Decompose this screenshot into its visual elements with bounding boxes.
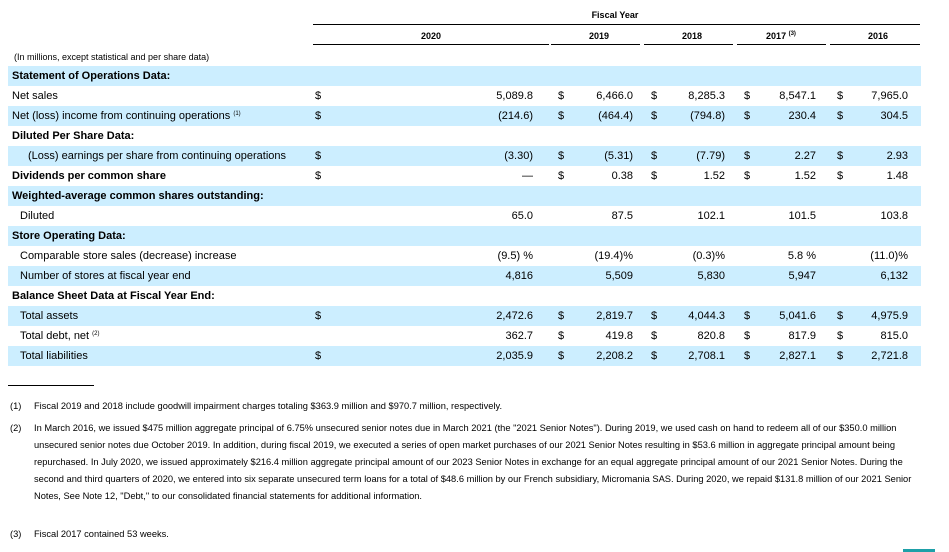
- row-label-text: Statement of Operations Data:: [12, 70, 171, 82]
- cell-value-2018: (7.79): [696, 150, 725, 162]
- section-header-row: [8, 126, 921, 146]
- currency-symbol: $: [744, 110, 751, 122]
- row-label-note: (2): [92, 331, 100, 337]
- currency-symbol: $: [558, 330, 565, 342]
- cell-value-2018: (0.3)%: [692, 250, 725, 262]
- cell-value-2018: 1.52: [703, 170, 725, 182]
- cell-value-2017: 5.8 %: [787, 250, 816, 262]
- row-label: [20, 310, 78, 322]
- cell-value-2019: (5.31): [604, 150, 633, 162]
- currency-symbol: $: [651, 90, 658, 102]
- footnote-2-number: (2): [10, 423, 22, 433]
- cell-value-2018: 2,708.1: [688, 350, 725, 362]
- cell-value-2017: 8,547.1: [779, 90, 816, 102]
- year-header-2018: 2018: [681, 31, 703, 41]
- cell-value-2016: 304.5: [880, 110, 908, 122]
- footnote-3-text: Fiscal 2017 contained 53 weeks.: [34, 529, 169, 539]
- cell-value-2020: 362.7: [505, 330, 533, 342]
- row-label-text: Total assets: [20, 310, 79, 322]
- currency-symbol: $: [651, 330, 658, 342]
- currency-symbol: $: [744, 90, 751, 102]
- col-rule-2019: [551, 44, 640, 45]
- cell-value-2016: 6,132: [880, 270, 908, 282]
- row-label-text: Store Operating Data:: [12, 230, 126, 242]
- row-label-text: Number of stores at fiscal year end: [20, 270, 191, 282]
- row-label: [12, 230, 126, 242]
- currency-symbol: $: [837, 90, 844, 102]
- cell-value-2017: 5,947: [788, 270, 816, 282]
- row-label-text: Diluted Per Share Data:: [12, 130, 135, 142]
- currency-symbol: $: [837, 110, 844, 122]
- row-label: [12, 90, 58, 102]
- cell-value-2019: 6,466.0: [596, 90, 633, 102]
- section-header-row: [8, 286, 921, 306]
- row-label: [20, 210, 54, 222]
- cell-value-2019: 419.8: [605, 330, 633, 342]
- currency-symbol: $: [558, 310, 565, 322]
- table-row: [8, 146, 921, 166]
- cell-value-2019: (19.4)%: [594, 250, 633, 262]
- currency-symbol: $: [651, 310, 658, 322]
- footnote-3: [10, 526, 410, 543]
- cell-value-2020: 2,035.9: [496, 350, 533, 362]
- cell-value-2019: 2,819.7: [596, 310, 633, 322]
- units-note: (In millions, except statistical and per share data): [14, 52, 210, 62]
- row-label: [12, 290, 215, 302]
- table-row: [8, 246, 921, 266]
- table-row: [8, 306, 921, 326]
- row-label-note: (1): [233, 111, 241, 117]
- row-label: [12, 130, 134, 142]
- cell-value-2016: 815.0: [880, 330, 908, 342]
- currency-symbol: $: [315, 350, 322, 362]
- row-label: [12, 110, 241, 122]
- currency-symbol: $: [558, 350, 565, 362]
- footnote-separator: [8, 385, 94, 386]
- currency-symbol: $: [744, 310, 751, 322]
- footnote-1-number: (1): [10, 401, 22, 411]
- cell-value-2020: 5,089.8: [496, 90, 533, 102]
- currency-symbol: $: [315, 110, 322, 122]
- row-label: [20, 350, 88, 362]
- currency-symbol: $: [558, 150, 565, 162]
- footnote-2: [10, 420, 920, 520]
- table-row: [8, 346, 921, 366]
- row-label: [20, 330, 100, 342]
- row-label-text: Dividends per common share: [12, 170, 167, 182]
- row-label-text: Diluted: [20, 210, 55, 222]
- row-label-text: Net sales: [12, 90, 58, 102]
- cell-value-2016: 4,975.9: [871, 310, 908, 322]
- footnote-1-text: Fiscal 2019 and 2018 include goodwill impairment charges totaling $363.9 million and $970.7 million, respectively.: [34, 401, 503, 411]
- cell-value-2020: (3.30): [504, 150, 533, 162]
- cell-value-2018: (794.8): [690, 110, 725, 122]
- row-label-text: Weighted-average common shares outstanding:: [12, 190, 264, 202]
- row-label: [12, 190, 264, 202]
- currency-symbol: $: [315, 170, 322, 182]
- cell-value-2018: 8,285.3: [688, 90, 725, 102]
- cell-value-2016: 2,721.8: [871, 350, 908, 362]
- currency-symbol: $: [744, 350, 751, 362]
- row-label: [12, 170, 166, 182]
- cell-value-2019: 2,208.2: [596, 350, 633, 362]
- currency-symbol: $: [837, 350, 844, 362]
- col-rule-2018: [644, 44, 733, 45]
- cell-value-2020: 2,472.6: [496, 310, 533, 322]
- row-label: [20, 270, 191, 282]
- currency-symbol: $: [558, 170, 565, 182]
- currency-symbol: $: [837, 330, 844, 342]
- currency-symbol: $: [558, 90, 565, 102]
- currency-symbol: $: [651, 170, 658, 182]
- currency-symbol: $: [651, 110, 658, 122]
- year-header-2020: 2020: [420, 31, 442, 41]
- cell-value-2016: 1.48: [886, 170, 908, 182]
- cell-value-2016: 7,965.0: [871, 90, 908, 102]
- col-rule-2016: [830, 44, 920, 45]
- row-label: [20, 250, 236, 262]
- col-rule-2020: [313, 44, 549, 45]
- cell-value-2020: 65.0: [511, 210, 533, 222]
- currency-symbol: $: [651, 350, 658, 362]
- table-row: [8, 86, 921, 106]
- row-label-text: Net (loss) income from continuing operations: [12, 110, 231, 122]
- footnote-2-text: In March 2016, we issued $475 million aggregate principal of 6.75% unsecured senior notes due in March 2021 (the "2021 Senior Notes"). During 2019, we used cash on hand to redeem all of our $350.0 million unsecured senior notes due October 2019. In addition, during fiscal 2019, we executed a series of open market purchases of our 2021 Senior Notes resulting in $53.6 million in aggregate principal amount being repurchased. In July 2020, we issued approximately $216.4 million aggregate principal amount of our 2023 Senior Notes in exchange for an equal aggregate principal amount of our 2021 Senior Notes. During the second and third quarters of 2020, we entered into six separate unsecured term loans for a total of $48.6 million by our French subsidiary, Micromania SAS. During 2020, we repaid $131.8 million of our 2021 Senior Notes, See Note 12, "Debt," to our consolidated financial statements for additional information.: [34, 423, 912, 501]
- currency-symbol: $: [315, 310, 322, 322]
- section-header-row: [8, 66, 921, 86]
- fiscal-year-header: Fiscal Year: [591, 10, 639, 20]
- cell-value-2016: (11.0)%: [870, 250, 908, 262]
- currency-symbol: $: [837, 150, 844, 162]
- cell-value-2018: 102.1: [697, 210, 725, 222]
- cell-value-2017: 5,041.6: [779, 310, 816, 322]
- cell-value-2020: 4,816: [505, 270, 533, 282]
- cell-value-2019: (464.4): [598, 110, 633, 122]
- year-header-2017: [746, 31, 816, 41]
- cell-value-2017: 817.9: [788, 330, 816, 342]
- cell-value-2017: 101.5: [788, 210, 816, 222]
- col-rule-2017: [737, 44, 826, 45]
- currency-symbol: $: [315, 150, 322, 162]
- cell-value-2016: 2.93: [886, 150, 908, 162]
- cell-value-2016: 103.8: [880, 210, 908, 222]
- table-row: [8, 166, 921, 186]
- year-header-2019: 2019: [588, 31, 610, 41]
- section-header-row: [8, 186, 921, 206]
- cell-value-2017: 230.4: [788, 110, 816, 122]
- row-label-text: Balance Sheet Data at Fiscal Year End:: [12, 290, 215, 302]
- cell-value-2019: 5,509: [605, 270, 633, 282]
- currency-symbol: $: [744, 330, 751, 342]
- year-header-2017-text: 2017: [766, 31, 787, 41]
- row-label-text: Comparable store sales (decrease) increase: [20, 250, 237, 262]
- cell-value-2018: 5,830: [697, 270, 725, 282]
- currency-symbol: $: [315, 90, 322, 102]
- cell-value-2017: 1.52: [794, 170, 816, 182]
- cell-value-2019: 0.38: [611, 170, 633, 182]
- cell-value-2017: 2.27: [794, 150, 816, 162]
- year-header-2016: 2016: [867, 31, 889, 41]
- currency-symbol: $: [744, 150, 751, 162]
- cell-value-2019: 87.5: [611, 210, 633, 222]
- row-label-text: Total liabilities: [20, 350, 88, 362]
- table-row: [8, 206, 921, 226]
- currency-symbol: $: [837, 170, 844, 182]
- cell-value-2017: 2,827.1: [779, 350, 816, 362]
- cell-value-2020: (214.6): [498, 110, 533, 122]
- currency-symbol: $: [651, 150, 658, 162]
- header-rule-top: [313, 24, 920, 25]
- row-label-text: Total debt, net: [20, 330, 90, 342]
- cell-value-2020: (9.5) %: [497, 250, 533, 262]
- table-row: [8, 266, 921, 286]
- row-label-text: (Loss) earnings per share from continuing operations: [28, 150, 287, 162]
- row-label: [12, 70, 170, 82]
- footnote-3-number: (3): [10, 529, 22, 539]
- year-header-2017-note: (3): [788, 31, 796, 37]
- row-label: [28, 150, 286, 162]
- table-row: [8, 106, 921, 126]
- table-row: [8, 326, 921, 346]
- cell-value-2020: —: [522, 170, 533, 182]
- cell-value-2018: 4,044.3: [688, 310, 725, 322]
- cell-value-2018: 820.8: [697, 330, 725, 342]
- footnote-1: [10, 398, 610, 415]
- currency-symbol: $: [837, 310, 844, 322]
- currency-symbol: $: [744, 170, 751, 182]
- currency-symbol: $: [558, 110, 565, 122]
- section-header-row: [8, 226, 921, 246]
